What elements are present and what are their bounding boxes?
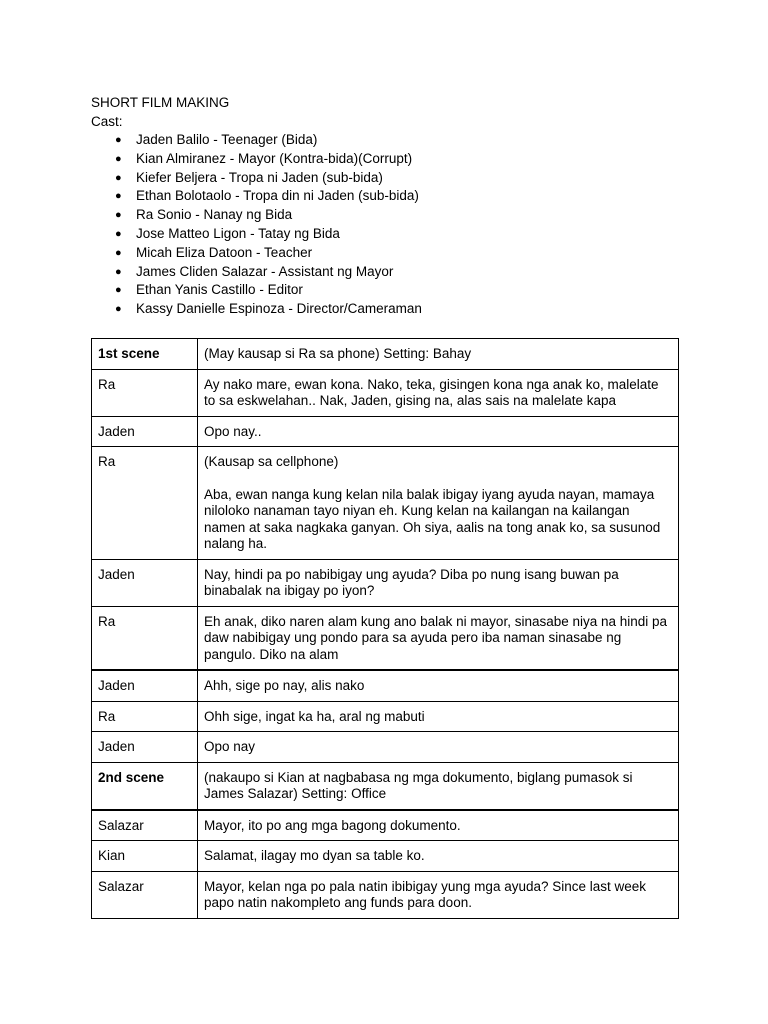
scene-heading: 2nd scene: [92, 762, 198, 810]
dialogue-cell: Salamat, ilagay mo dyan sa table ko.: [198, 841, 679, 872]
cast-label: Cast:: [91, 114, 123, 129]
speaker-cell: Jaden: [92, 732, 198, 763]
table-row: [92, 339, 679, 370]
dialogue-cell: Mayor, ito po ang mga bagong dokumento.: [198, 810, 679, 841]
bullet-icon: ●: [115, 246, 122, 259]
cast-item: ● Jose Matteo Ligon - Tatay ng Bida: [91, 225, 679, 244]
dialogue-cell: Opo nay..: [198, 416, 679, 447]
bullet-icon: ●: [115, 209, 122, 222]
bullet-icon: ●: [115, 227, 122, 240]
stage-direction: (Kausap sa cellphone): [204, 454, 339, 469]
speaker-cell: Kian: [92, 841, 198, 872]
bullet-icon: ●: [115, 171, 122, 184]
bullet-icon: ●: [115, 190, 122, 203]
cast-item: ● Kian Almiranez - Mayor (Kontra-bida)(Corrupt): [91, 150, 679, 169]
dialogue-cell: Nay, hindi pa po nabibigay ung ayuda? Diba po nung isang buwan pa binabalak na ibigay po iyon?: [198, 559, 679, 606]
dialogue-cell: Ohh sige, ingat ka ha, aral ng mabuti: [198, 701, 679, 732]
table-row: [92, 701, 679, 732]
table-row: [92, 416, 679, 447]
script-table: [91, 338, 679, 919]
table-row: [92, 810, 679, 841]
speaker-cell: Salazar: [92, 871, 198, 918]
paragraph-gap: [204, 471, 672, 487]
document-header: [91, 93, 679, 319]
table-row: [92, 369, 679, 416]
table-row: [92, 559, 679, 606]
table-row: [92, 871, 679, 918]
speaker-cell: Jaden: [92, 559, 198, 606]
table-row: [92, 762, 679, 810]
cast-item: ● Kiefer Beljera - Tropa ni Jaden (sub-bida): [91, 169, 679, 188]
bullet-icon: ●: [115, 152, 122, 165]
scene-heading: 1st scene: [92, 339, 198, 370]
bullet-icon: ●: [115, 134, 122, 146]
table-row: [92, 670, 679, 701]
cast-item: ● Ra Sonio - Nanay ng Bida: [91, 206, 679, 225]
dialogue-cell: [198, 447, 679, 560]
cast-item: ● Ethan Bolotaolo - Tropa din ni Jaden (sub-bida): [91, 187, 679, 206]
speaker-cell: Salazar: [92, 810, 198, 841]
table-row: [92, 606, 679, 670]
speaker-cell: Ra: [92, 369, 198, 416]
cast-item: ● Ethan Yanis Castillo - Editor: [91, 281, 679, 300]
document-title: SHORT FILM MAKING: [91, 95, 230, 110]
speaker-cell: Jaden: [92, 670, 198, 701]
dialogue-cell: Ahh, sige po nay, alis nako: [198, 670, 679, 701]
speaker-cell: Ra: [92, 606, 198, 670]
speaker-cell: Ra: [92, 447, 198, 560]
cast-item: ● Kassy Danielle Espinoza - Director/Cameraman: [91, 300, 679, 319]
bullet-icon: ●: [115, 303, 122, 316]
dialogue-cell: Mayor, kelan nga po pala natin ibibigay yung mga ayuda? Since last week papo natin nakompleto ang funds para doon.: [198, 871, 679, 918]
table-row: [92, 447, 679, 560]
bullet-icon: ●: [115, 284, 122, 297]
cast-item: ● Micah Eliza Datoon - Teacher: [91, 244, 679, 263]
table-row: [92, 732, 679, 763]
table-row: [92, 841, 679, 872]
speaker-cell: Ra: [92, 701, 198, 732]
dialogue-cell: Ay nako mare, ewan kona. Nako, teka, gisingen kona nga anak ko, malelate to sa eskwelahan.. Nak, Jaden, gising na, alas sais na malelate kapa: [198, 369, 679, 416]
dialogue-text: Aba, ewan nanga kung kelan nila balak ibigay iyang ayuda nayan, mamaya niloloko nanaman tayo niyan eh. Kung kelan na kailangan na kailangan namen at saka nagkaka ganyan. Oh siya, aalis na tong anak ko, sa susunod nalang ha.: [204, 486, 661, 551]
cast-item: ● James Cliden Salazar - Assistant ng Mayor: [91, 263, 679, 282]
dialogue-cell: Opo nay: [198, 732, 679, 763]
cast-item: ● Jaden Balilo - Teenager (Bida): [91, 131, 679, 150]
dialogue-cell: Eh anak, diko naren alam kung ano balak ni mayor, sinasabe niya na hindi pa daw nabibigay ung pondo para sa ayuda pero iba naman sinasabe ng pangulo. Diko na alam: [198, 606, 679, 670]
scene-description: (nakaupo si Kian at nagbabasa ng mga dokumento, biglang pumasok si James Salazar) Setting: Office: [198, 762, 679, 810]
bullet-icon: ●: [115, 265, 122, 278]
scene-description: (May kausap si Ra sa phone) Setting: Bahay: [198, 339, 679, 370]
cast-list: [91, 131, 679, 319]
speaker-cell: Jaden: [92, 416, 198, 447]
